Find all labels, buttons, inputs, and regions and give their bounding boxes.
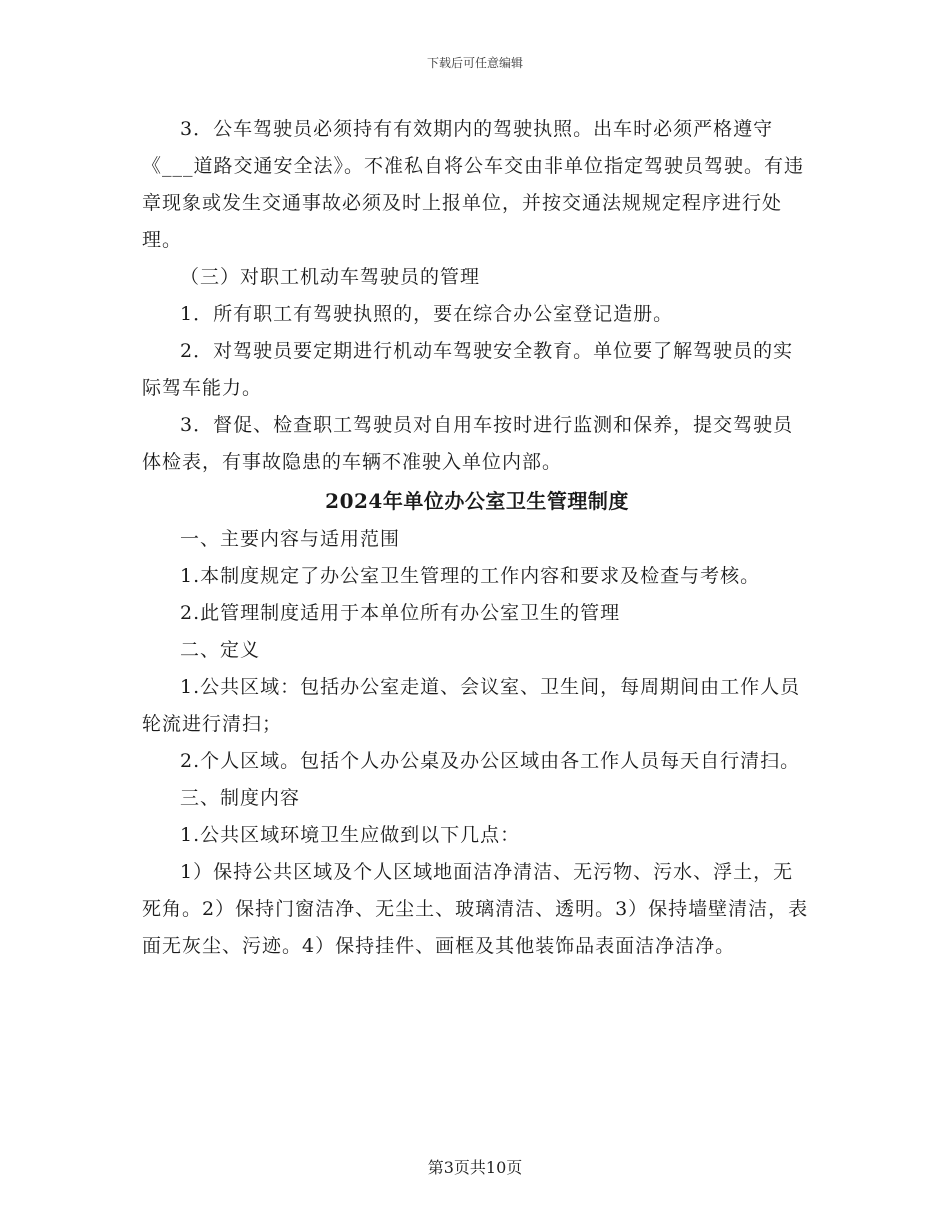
paragraph: 2.此管理制度适用于本单位所有办公室卫生的管理 — [180, 602, 621, 624]
paragraph: 1.公共区域环境卫生应做到以下几点： — [180, 824, 521, 846]
paragraph: 3．督促、检查职工驾驶员对自用车按时进行监测和保养，提交驾驶员体检表，有事故隐患的车辆不准驶入单位内部。 — [142, 414, 794, 473]
section-title: 2024年单位办公室卫生管理制度 — [325, 489, 629, 513]
paragraph: 1.本制度规定了办公室卫生管理的工作内容和要求及检查与考核。 — [180, 565, 761, 587]
paragraph: 2.个人区域。包括个人办公桌及办公区域由各工作人员每天自行清扫。 — [180, 750, 801, 772]
header-note: 下载后可任意编辑 — [426, 56, 523, 70]
paragraph: 1．所有职工有驾驶执照的，要在综合办公室登记造册。 — [180, 303, 674, 325]
document-body — [142, 111, 812, 965]
subsection-heading: （三）对职工机动车驾驶员的管理 — [180, 266, 481, 288]
paragraph: 3．公车驾驶员必须持有有效期内的驾驶执照。出车时必须严格遵守《___道路交通安全法》。不准私自将公车交由非单位指定驾驶员驾驶。有违章现象或发生交通事故必须及时上报单位，并按交通法规规定程序进行处理。 — [142, 118, 805, 251]
paragraph: 1.公共区域：包括办公室走道、会议室、卫生间，每周期间由工作人员轮流进行清扫； — [142, 676, 801, 735]
paragraph: 1）保持公共区域及个人区域地面洁净清洁、无污物、污水、浮土，无死角。2）保持门窗洁净、无尘土、玻璃清洁、透明。3）保持墙壁清洁，表面无灰尘、污迹。4）保持挂件、画框及其他装饰品表面洁净洁净。 — [142, 861, 809, 957]
paragraph: 2．对驾驶员要定期进行机动车驾驶安全教育。单位要了解驾驶员的实际驾车能力。 — [142, 340, 794, 399]
heading-2: 二、定义 — [180, 639, 261, 661]
heading-3: 三、制度内容 — [180, 787, 301, 809]
heading-1: 一、主要内容与适用范围 — [180, 528, 401, 550]
page-footer: 第3页共10页 — [427, 1158, 523, 1177]
